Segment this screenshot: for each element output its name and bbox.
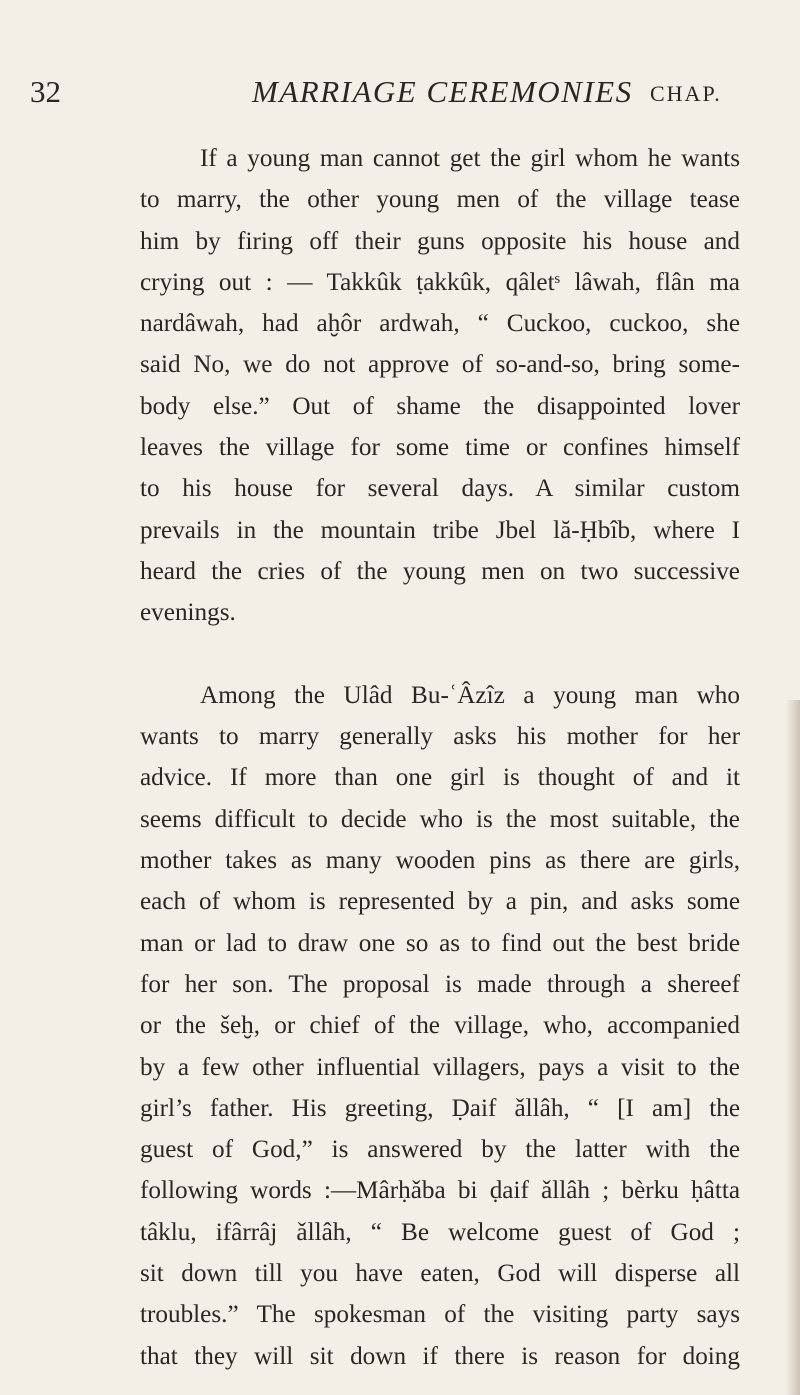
text-line: nardâwah, had aḫôr ardwah, “ Cuckoo, cuckoo, she xyxy=(140,310,740,338)
text-line: crying out : — Takkûk ṭakkûk, qâletˢ lâwah, flân ma xyxy=(140,268,740,296)
page-number: 32 xyxy=(30,74,61,109)
text-line: evenings. xyxy=(140,599,236,627)
body-text xyxy=(140,138,740,1377)
text-line: heard the cries of the young men on two successive xyxy=(140,557,740,585)
paragraph-2 xyxy=(140,675,740,1377)
running-title: MARRIAGE CEREMONIES xyxy=(252,74,633,109)
text-line: each of whom is represented by a pin, and asks some xyxy=(140,888,740,916)
text-line: troubles.” The spokesman of the visiting party says xyxy=(140,1301,740,1329)
text-line: mother takes as many wooden pins as there are girls, xyxy=(140,847,740,875)
text-line: tâklu, ifârrâj ǎllâh, “ Be welcome guest of God ; xyxy=(140,1218,740,1246)
text-line: said No, we do not approve of so-and-so, bring some- xyxy=(140,351,740,379)
text-line: leaves the village for some time or confines himself xyxy=(140,434,740,462)
text-line: to marry, the other young men of the village tease xyxy=(140,186,740,214)
text-line: Among the Ulâd Bu-ʿÂzîz a young man who xyxy=(200,681,740,709)
text-line: body else.” Out of shame the disappointed lover xyxy=(140,392,740,420)
text-line: for her son. The proposal is made through a shereef xyxy=(140,970,740,998)
paragraph-gap xyxy=(140,634,740,675)
page-edge-shadow xyxy=(786,700,800,1395)
text-line: girl’s father. His greeting, Ḍaif ǎllâh, “ [I am] the xyxy=(140,1094,740,1122)
text-line: man or lad to draw one so as to find out the best bride xyxy=(140,929,740,957)
text-line: that they will sit down if there is reason for doing xyxy=(140,1342,740,1370)
text-line: advice. If more than one girl is thought of and it xyxy=(140,764,740,792)
text-line: sit down till you have eaten, God will disperse all xyxy=(140,1260,740,1288)
text-line: If a young man cannot get the girl whom he wants xyxy=(200,145,740,172)
page-header xyxy=(30,74,740,124)
text-line: him by firing off their guns opposite his house and xyxy=(140,227,740,255)
text-line: or the šeḫ, or chief of the village, who, accompanied xyxy=(140,1012,740,1040)
text-line: to his house for several days. A similar custom xyxy=(140,475,740,503)
text-line: wants to marry generally asks his mother for her xyxy=(140,723,740,751)
paragraph-1 xyxy=(140,138,740,634)
text-line: by a few other influential villagers, pays a visit to the xyxy=(140,1053,740,1081)
chapter-marker: CHAP. xyxy=(650,81,722,106)
text-line: guest of God,” is answered by the latter with the xyxy=(140,1136,740,1164)
text-line: following words :—Mârḥǎba bi ḍaif ǎllâh ; bèrku ḥâtta xyxy=(140,1177,740,1205)
text-line: seems difficult to decide who is the most suitable, the xyxy=(140,805,740,833)
text-line: prevails in the mountain tribe Jbel lă-Ḥbîb, where I xyxy=(140,516,740,544)
